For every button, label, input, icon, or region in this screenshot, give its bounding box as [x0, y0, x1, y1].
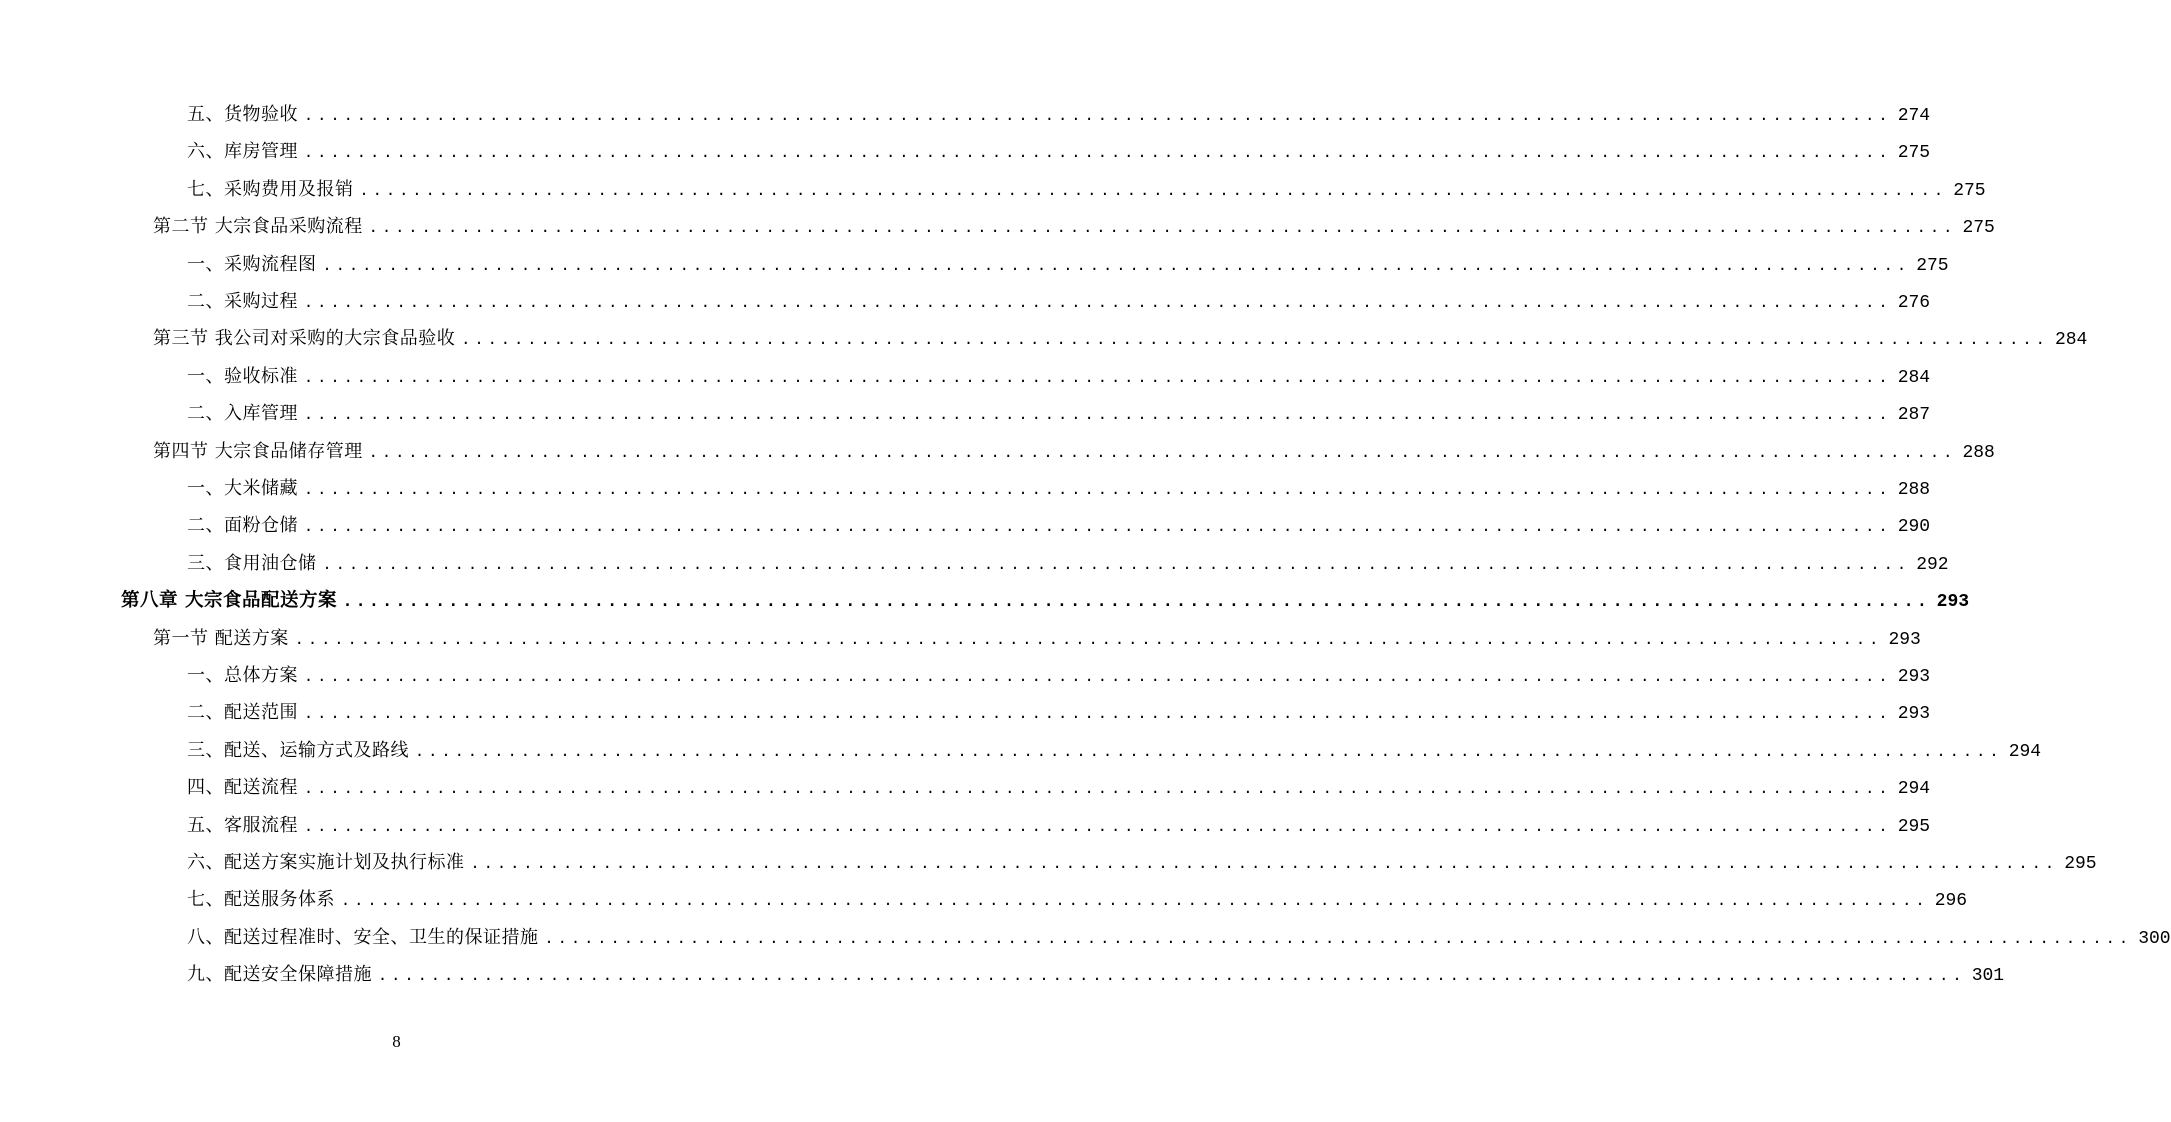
toc-entry-page: 284 — [1897, 367, 1931, 388]
toc-subsection-entry[interactable] — [187, 736, 2042, 766]
toc-dot-leader: ........................................................................................................................ — [294, 629, 1883, 648]
toc-subsection-entry[interactable] — [187, 511, 1931, 541]
toc-entry-title: 三、食用油仓储 — [187, 552, 317, 574]
toc-entry-page: 275 — [1953, 180, 1986, 201]
toc-dot-leader: ........................................................................................................................ — [359, 180, 1948, 199]
toc-entry-page: 292 — [1916, 554, 1949, 575]
toc-entry-page: 276 — [1897, 293, 1931, 313]
toc-dot-leader: ........................................................................................................................ — [304, 816, 1892, 835]
toc-dot-leader: ........................................................................................................................ — [341, 891, 1929, 910]
toc-dot-leader: ........................................................................................................................ — [368, 218, 1957, 237]
page-number: 8 — [392, 1032, 401, 1051]
toc-entry-page: 295 — [1897, 816, 1931, 837]
toc-entry-title: 一、采购流程图 — [187, 253, 317, 275]
toc-dot-leader: ........................................................................................................................ — [304, 779, 1892, 798]
toc-section-entry[interactable] — [153, 324, 2088, 354]
toc-entry-title: 九、配送安全保障措施 — [187, 964, 372, 986]
toc-entry-title: 第二节 大宗食品采购流程 — [153, 216, 363, 238]
toc-subsection-entry[interactable] — [187, 773, 1931, 803]
toc-dot-leader: ........................................................................................................................ — [378, 966, 1966, 985]
toc-subsection-entry[interactable] — [187, 474, 1931, 504]
toc-entry-title: 第一节 配送方案 — [153, 627, 289, 649]
toc-entry-page: 288 — [1897, 480, 1931, 500]
toc-subsection-entry[interactable] — [187, 848, 2097, 878]
toc-dot-leader: ........................................................................................................................ — [368, 442, 1957, 461]
toc-dot-leader: ........................................................................................................................ — [304, 480, 1892, 498]
toc-dot-leader: ........................................................................................................................ — [304, 143, 1892, 162]
toc-entry-page: 290 — [1897, 517, 1931, 538]
toc-entry-title: 七、采购费用及报销 — [187, 178, 354, 200]
toc-entry-page: 294 — [1897, 779, 1931, 800]
toc-entry-page: 301 — [1971, 966, 2005, 987]
toc-entry-title: 二、面粉仓储 — [187, 515, 298, 537]
toc-subsection-entry[interactable] — [187, 885, 1968, 915]
toc-entry-page: 300 — [2138, 928, 2171, 949]
toc-dot-leader: ........................................................................................................................ — [304, 704, 1892, 723]
toc-dot-leader: ........................................................................................................................ — [322, 554, 1911, 573]
toc-entry-title: 一、总体方案 — [187, 665, 298, 686]
toc-subsection-entry[interactable] — [187, 960, 2005, 990]
toc-chapter-entry[interactable] — [121, 586, 1970, 616]
toc-entry-title: 五、货物验收 — [187, 104, 298, 125]
toc-entry-title: 八、配送过程准时、安全、卫生的保证措施 — [187, 926, 539, 948]
toc-subsection-entry[interactable] — [187, 661, 1931, 691]
toc-section-entry[interactable] — [153, 624, 1921, 654]
toc-dot-leader: ........................................................................................................................ — [470, 854, 2059, 872]
toc-entry-title: 六、配送方案实施计划及执行标准 — [187, 852, 465, 873]
toc-subsection-entry[interactable] — [187, 698, 1931, 728]
toc-entry-page: 293 — [1936, 592, 1970, 613]
toc-entry-page: 274 — [1897, 106, 1931, 126]
toc-dot-leader: ........................................................................................................................ — [461, 330, 2049, 349]
toc-entry-title: 一、验收标准 — [187, 365, 298, 387]
toc-entry-title: 六、库房管理 — [187, 141, 298, 163]
toc-subsection-entry[interactable] — [187, 137, 1931, 167]
toc-dot-leader: ........................................................................................................................ — [415, 741, 2003, 760]
toc-entry-title: 二、采购过程 — [187, 291, 298, 312]
toc-subsection-entry[interactable] — [187, 811, 1931, 841]
toc-entry-page: 296 — [1934, 891, 1968, 912]
toc-entry-page: 287 — [1897, 405, 1931, 426]
toc-entry-page: 293 — [1897, 667, 1931, 687]
toc-dot-leader: ........................................................................................................................ — [342, 592, 1931, 611]
toc-dot-leader: ........................................................................................................................ — [322, 255, 1911, 274]
toc-entry-title: 第八章 大宗食品配送方案 — [121, 590, 337, 612]
toc-entry-title: 二、入库管理 — [187, 403, 298, 425]
toc-entry-page: 288 — [1962, 442, 1995, 463]
toc-subsection-entry[interactable] — [187, 287, 1931, 317]
toc-dot-leader: ........................................................................................................................ — [304, 367, 1892, 386]
toc-entry-title: 五、客服流程 — [187, 814, 298, 836]
toc-entry-page: 275 — [1962, 218, 1995, 239]
toc-entry-title: 第三节 我公司对采购的大宗食品验收 — [153, 328, 456, 350]
toc-section-entry[interactable] — [153, 212, 1995, 242]
toc-entry-page: 284 — [2054, 330, 2088, 351]
toc-entry-page: 293 — [1897, 704, 1931, 725]
toc-entry-page: 275 — [1916, 255, 1949, 276]
toc-subsection-entry[interactable] — [187, 250, 1949, 280]
toc-section-entry[interactable] — [153, 437, 1995, 467]
toc-subsection-entry[interactable] — [187, 175, 1986, 205]
toc-subsection-entry[interactable] — [187, 549, 1949, 579]
toc-subsection-entry[interactable] — [187, 362, 1931, 392]
toc-entry-page: 295 — [2064, 854, 2097, 874]
toc-subsection-entry[interactable] — [187, 923, 2171, 953]
toc-entry-page: 275 — [1897, 143, 1931, 164]
toc-dot-leader: ........................................................................................................................ — [304, 517, 1892, 536]
toc-entry-title: 二、配送范围 — [187, 702, 298, 724]
toc-entry-page: 294 — [2008, 741, 2042, 762]
toc-dot-leader: ........................................................................................................................ — [304, 106, 1892, 124]
toc-entry-title: 七、配送服务体系 — [187, 889, 335, 911]
toc-dot-leader: ........................................................................................................................ — [544, 928, 2133, 947]
toc-entry-title: 一、大米储藏 — [187, 478, 298, 499]
toc-subsection-entry[interactable] — [187, 399, 1931, 429]
toc-entry-page: 293 — [1888, 629, 1921, 650]
toc-dot-leader: ........................................................................................................................ — [304, 293, 1892, 311]
toc-subsection-entry[interactable] — [187, 100, 1931, 130]
toc-dot-leader: ........................................................................................................................ — [304, 405, 1892, 424]
toc-entry-title: 第四节 大宗食品储存管理 — [153, 440, 363, 462]
toc-dot-leader: ........................................................................................................................ — [304, 667, 1892, 685]
toc-entry-title: 三、配送、运输方式及路线 — [187, 739, 409, 761]
toc-entry-title: 四、配送流程 — [187, 777, 298, 799]
